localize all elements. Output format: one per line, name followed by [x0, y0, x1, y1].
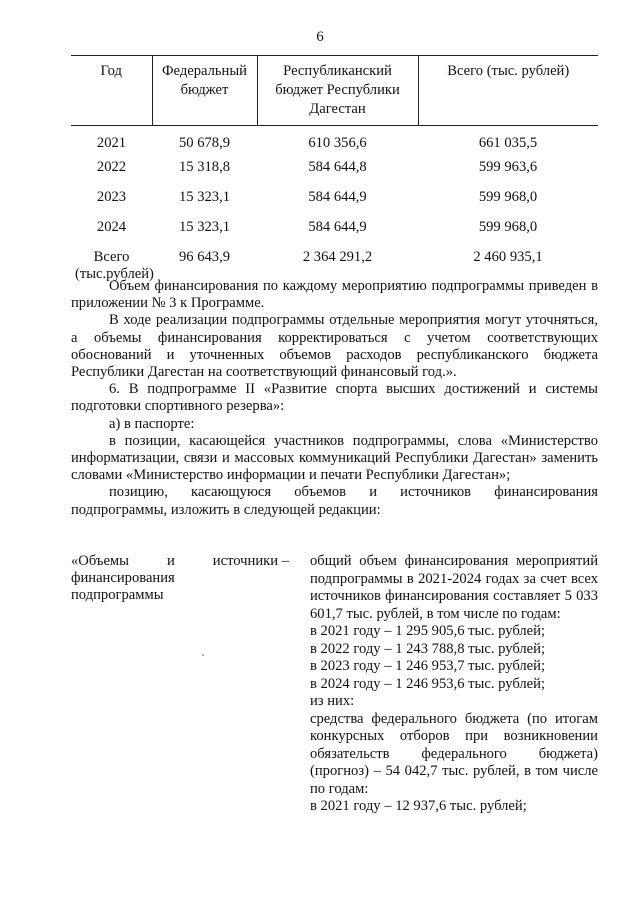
value-line: в 2024 году – 1 246 953,6 тыс. рублей;	[310, 675, 546, 692]
value-line: в 2023 году – 1 246 953,7 тыс. рублей;	[310, 658, 546, 674]
cell-federal: 15 323,1	[178, 219, 231, 235]
table-row	[71, 219, 598, 249]
cell-federal: 50 678,9	[178, 135, 231, 151]
cell-total: 2 460 935,1	[473, 249, 543, 265]
cell-total: 599 963,6	[478, 159, 538, 175]
header-total: Всего (тыс. рублей)	[418, 56, 598, 126]
cell-republic: 584 644,9	[308, 189, 367, 205]
value-line: средства федерального бюджета (по итогам конкурсных отборов при возникновении обязательств федерального бюджета) (прогноз) – 54 042,7 тыс. рублей, в том числе по годам:	[310, 710, 598, 797]
cell-federal: 96 643,9	[178, 249, 231, 265]
value-line: в 2022 году – 1 243 788,8 тыс. рублей;	[310, 640, 546, 657]
table-row	[71, 126, 598, 160]
cell-year: 2021	[96, 135, 127, 151]
label-word: и	[166, 553, 175, 569]
value-line: в 2021 году – 1 295 905,6 тыс. рублей;	[310, 623, 546, 639]
paragraph: Объем финансирования по каждому мероприятию подпрограммы приведен в приложении № 3 к Программе.	[71, 278, 598, 312]
page-number: 6	[316, 29, 324, 45]
value-line: общий объем финансирования мероприятий подпрограммы в 2021-2024 годах за счет всех источников финансирования составляет 5 033 601,7 тыс. рублей, в том числе по годам:	[310, 553, 598, 622]
cell-republic: 610 356,6	[308, 135, 367, 151]
passport-label	[71, 553, 289, 605]
header-republic-budget: Республиканский бюджет Республики Дагестан	[257, 56, 418, 126]
cell-year: 2022	[96, 159, 127, 175]
cell-total: 661 035,5	[478, 135, 538, 151]
body-text	[71, 278, 598, 519]
cell-republic: 584 644,8	[308, 159, 367, 175]
label-word: «Объемы	[71, 553, 129, 569]
cell-year: Всего (тыс.рублей)	[75, 249, 154, 282]
value-line: в 2021 году – 12 937,6 тыс. рублей;	[310, 798, 527, 814]
label-rest: финансирования подпрограммы	[71, 570, 175, 604]
paragraph: а) в паспорте:	[109, 415, 195, 432]
paragraph: в позиции, касающейся участников подпрограммы, слова «Министерство информатизации, связи и массовых коммуникаций Республики Дагестан» заменить словами «Министерство информации и печати Республики Дагестан»;	[71, 432, 598, 484]
cell-federal: 15 323,1	[178, 189, 231, 205]
scan-speck	[202, 654, 204, 656]
table-row	[71, 189, 598, 219]
cell-year: 2024	[96, 219, 127, 235]
value-line: из них:	[310, 693, 355, 709]
paragraph: В ходе реализации подпрограммы отдельные мероприятия могут уточняться, а объемы финансирования корректироваться с учетом соответствующих обоснований и уточненных объемов расходов республиканского бюджета Республики Дагестан на соответствующий финансовый год.».	[71, 312, 598, 381]
cell-year: 2023	[96, 189, 127, 205]
financing-table	[71, 55, 598, 289]
cell-total: 599 968,0	[478, 219, 538, 235]
table-header-row	[71, 56, 598, 126]
header-federal-budget: Федеральный бюджет	[152, 56, 257, 126]
cell-republic: 584 644,9	[308, 219, 367, 235]
header-year: Год	[71, 56, 152, 126]
cell-total: 599 968,0	[478, 189, 538, 205]
passport-value	[310, 553, 598, 816]
paragraph: 6. В подпрограмме II «Развитие спорта высших достижений и системы подготовки спортивного резерва»:	[71, 381, 598, 415]
cell-republic: 2 364 291,2	[302, 249, 373, 265]
cell-federal: 15 318,8	[178, 159, 231, 175]
paragraph: позицию, касающуюся объемов и источников финансирования подпрограммы, изложить в следующей редакции:	[71, 484, 598, 518]
label-word: источники –	[212, 553, 289, 569]
table-row	[71, 159, 598, 189]
